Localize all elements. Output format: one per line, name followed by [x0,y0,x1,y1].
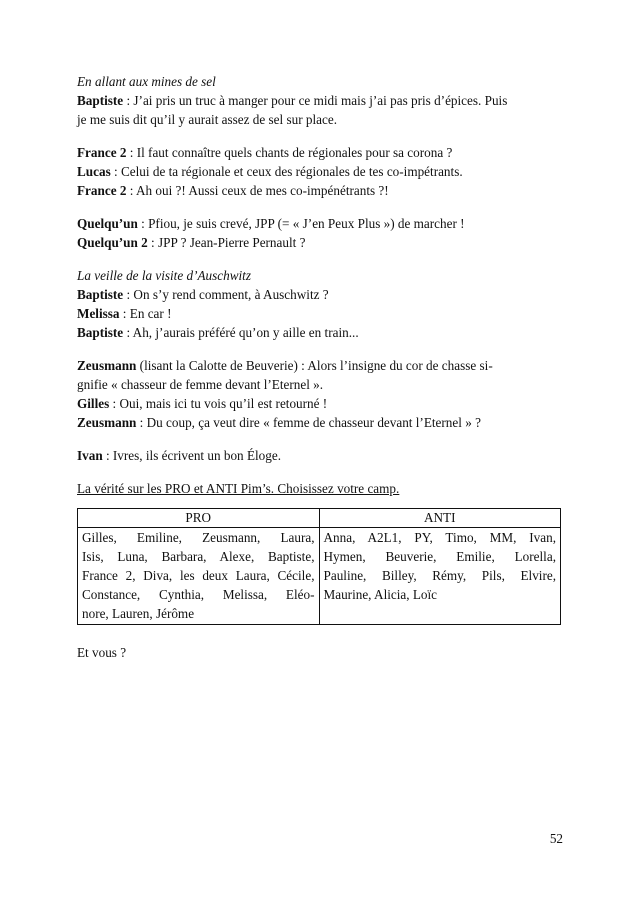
dialogue-line [77,110,561,129]
dialogue-text: gnifie « chasseur de femme devant l’Eternel ». [77,377,324,392]
anecdote-cor-de-chasse [77,356,561,432]
pro-names-line: France 2, Diva, les deux Laura, Cécile, [82,568,315,583]
anecdote-ivan [77,446,561,465]
speaker-name: Quelqu’un 2 [77,235,148,250]
anti-names-line: Anna, A2L1, PY, Timo, MM, Ivan, [323,530,556,545]
anecdote-france2-chants [77,143,561,200]
speaker-name: Baptiste [77,287,124,302]
dialogue-text: : J’ai pris un truc à manger pour ce midi mais j’ai pas pris d’épices. Puis [123,93,508,108]
column-header-pro: PRO [78,509,320,528]
section-heading: La veille de la visite d’Auschwitz [77,268,251,283]
speaker-name: Zeusmann [77,415,137,430]
dialogue-line [77,413,561,432]
speaker-name: Melissa [77,306,120,321]
closing-question: Et vous ? [77,645,127,660]
table-header-row [78,509,561,528]
speaker-name: France 2 [77,145,127,160]
dialogue-text: : En car ! [119,306,172,321]
pro-anti-table [77,508,561,625]
pro-names-line: Gilles, Emiline, Zeusmann, Laura, [82,530,315,545]
closing-block [77,643,561,662]
dialogue-text: (lisant la Calotte de Beuverie) : Alors l’insigne du cor de chasse si- [136,358,493,373]
dialogue-text: : Pfiou, je suis crevé, JPP (= « J’en Peux Plus ») de marcher ! [137,216,465,231]
dialogue-text: : Oui, mais ici tu vois qu’il est retourné ! [109,396,328,411]
speaker-name: Zeusmann [77,358,137,373]
pims-table-title: La vérité sur les PRO et ANTI Pim’s. Choisissez votre camp. [77,481,400,496]
dialogue-line [77,143,561,162]
speaker-name: Gilles [77,396,110,411]
dialogue-text: je me suis dit qu’il y aurait assez de sel sur place. [77,112,338,127]
dialogue-text: : Du coup, ça veut dire « femme de chasseur devant l’Eternel » ? [136,415,481,430]
dialogue-text: : Ah oui ?! Aussi ceux de mes co-impénétrants ?! [126,183,389,198]
speaker-name: Baptiste [77,93,124,108]
anecdote-jpp [77,214,561,252]
dialogue-text: : Ivres, ils écrivent un bon Éloge. [102,448,282,463]
pro-cell [78,528,320,625]
dialogue-line [77,375,561,394]
dialogue-line [77,214,561,233]
table-row [78,528,561,625]
page-number: 52 [549,831,563,846]
dialogue-line [77,91,561,110]
dialogue-line [77,304,561,323]
speaker-name: Ivan [77,448,103,463]
document-page [77,72,561,662]
dialogue-text: : On s’y rend comment, à Auschwitz ? [123,287,329,302]
dialogue-line [77,233,561,252]
anecdote-salt-mines [77,72,561,129]
pims-title-block [77,479,561,498]
dialogue-line [77,285,561,304]
column-header-anti: ANTI [319,509,561,528]
dialogue-text: : Il faut connaître quels chants de régionales pour sa corona ? [126,145,453,160]
dialogue-line [77,323,561,342]
section-heading: En allant aux mines de sel [77,74,216,89]
speaker-name: France 2 [77,183,127,198]
anti-cell [319,528,561,625]
speaker-name: Lucas [77,164,111,179]
pro-names-line: Isis, Luna, Barbara, Alexe, Baptiste, [82,549,315,564]
dialogue-text: : JPP ? Jean-Pierre Pernault ? [147,235,306,250]
dialogue-line [77,356,561,375]
dialogue-line [77,446,561,465]
dialogue-line [77,162,561,181]
anti-names-line: Hymen, Beuverie, Emilie, Lorella, [323,549,556,564]
speaker-name: Quelqu’un [77,216,138,231]
anti-names-line: Pauline, Billey, Rémy, Pils, Elvire, [323,568,556,583]
pro-names-line: nore, Lauren, Jérôme [82,606,195,621]
anti-names-line: Maurine, Alicia, Loïc [323,587,438,602]
dialogue-text: : Celui de ta régionale et ceux des régionales de tes co-impétrants. [110,164,463,179]
dialogue-line [77,394,561,413]
dialogue-text: : Ah, j’aurais préféré qu’on y aille en train... [123,325,359,340]
dialogue-line [77,181,561,200]
speaker-name: Baptiste [77,325,124,340]
anecdote-auschwitz [77,266,561,342]
pro-names-line: Constance, Cynthia, Melissa, Eléo- [82,587,315,602]
